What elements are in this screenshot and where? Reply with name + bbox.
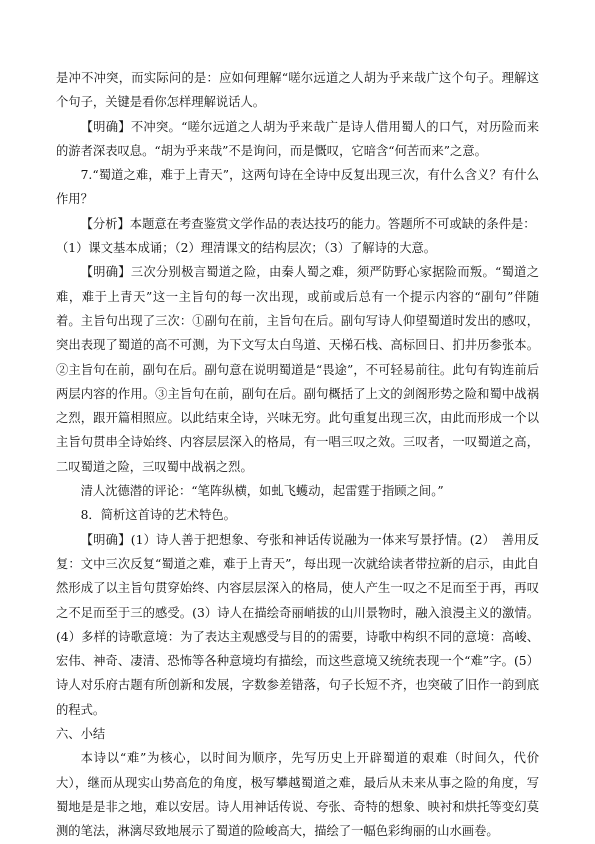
answer-8: 【明确】(1）诗人善于把想象、夸张和神话传说融为一体来写景抒情。(2） 善用反复：文中三次反复“蜀道之难，难于上青天”，每出现一次就给读者带拉新的启示，由此自然形成了以主旨句贯穿始终、内容层层深入的格局，使人产生一叹之不足而至于再，再叹之不足而至于三的感受。(3）诗人在描绘奇丽峭拔的山川景物时，融入浪漫主义的激情。(4）多样的诗歌意境：为了表达主观感受与目的的需要，诗歌中构织不同的意境：高峻、宏伟、神奇、凄清、恐怖等各种意境均有描绘，而这些意境又统统表现一个“难”字。(5）诗人对乐府古题有所创新和发展，字数参差错落，句子长短不齐，也突破了旧作一韵到底的程式。 (56, 532, 539, 717)
analysis-7: 【分析】本题意在考查鉴赏文学作品的表达技巧的能力。答题所不可或缺的条件是： (80, 216, 536, 231)
question-7: 7.“蜀道之难，难于上青天”，这两句诗在全诗中反复出现三次，有什么含义？有什么作用？ (56, 168, 539, 207)
summary-paragraph: 本诗以“难”为核心，以时间为顺序，先写历史上开辟蜀道的艰难（时间久，代价大），继而从现实山势高危的角度，极写攀越蜀道之难，最后从未来从事之险的角度，写蜀地是是非之地，难以安居。诗人用神话传说、夸张、奇特的想象、映衬和烘托等变幻莫测的笔法，淋漓尽致地展示了蜀道的险峻高大，描绘了一幅色彩绚丽的山水画卷。 (56, 751, 539, 839)
conditions-list: （1）课文基本成诵；（2）理清课文的结构层次；（3）了解诗的大意。 (56, 241, 437, 256)
paragraph-2: 【明确】不冲突。“嗟尔远道之人胡为乎来哉广是诗人借用蜀人的口气，对历险而来的游者深表叹息。“胡为乎来哉”不是询问，而是慨叹，它暗含“何苦而来”之意。 (56, 119, 539, 158)
section-heading-summary: 六、小结 (56, 727, 106, 742)
paragraph-1: 是冲不冲突，而实际问的是：应如何理解“嗟尔远道之人胡为乎来哉广这个句子。理解这个句子，关键是看你怎样理解说话人。 (56, 71, 539, 110)
document-page (56, 66, 539, 844)
answer-7: 【明确】三次分别极言蜀道之险，由秦人蜀之难，须严防野心家据险而叛。“蜀道之难，难于上青天”这一主旨句的每一次出现，或前或后总有一个提示内容的“副句”伴随着。主旨句出现了三次：①副句在前，主旨句在后。副句写诗人仰望蜀道时发出的感叹，突出表现了蜀道的高不可测，为下文写太白鸟道、天梯石栈、高标回日、扪井历参张本。②主旨句在前，副句在后。副句意在说明蜀道是“畏途”，不可轻易前往。此句有钩连前后两层内容的作用。③主旨句在前，副句在后。副句概括了上文的剑阁形势之险和蜀中战祸之烈，跟开篇相照应。以此结束全诗，兴味无穷。此句重复出现三次，由此而形成一个以主旨句贯串全诗始终、内容层层深入的格局，有一唱三叹之效。三叹者，一叹蜀道之高，二叹蜀道之险，三叹蜀中战祸之烈。 (56, 265, 539, 474)
question-8: 8．简析这首诗的艺术特色。 (80, 508, 236, 523)
quote-shen-deqian: 清人沈德潜的评论：“笔阵纵横，如虬飞蠖动，起雷霆于指顾之间。” (80, 484, 444, 499)
